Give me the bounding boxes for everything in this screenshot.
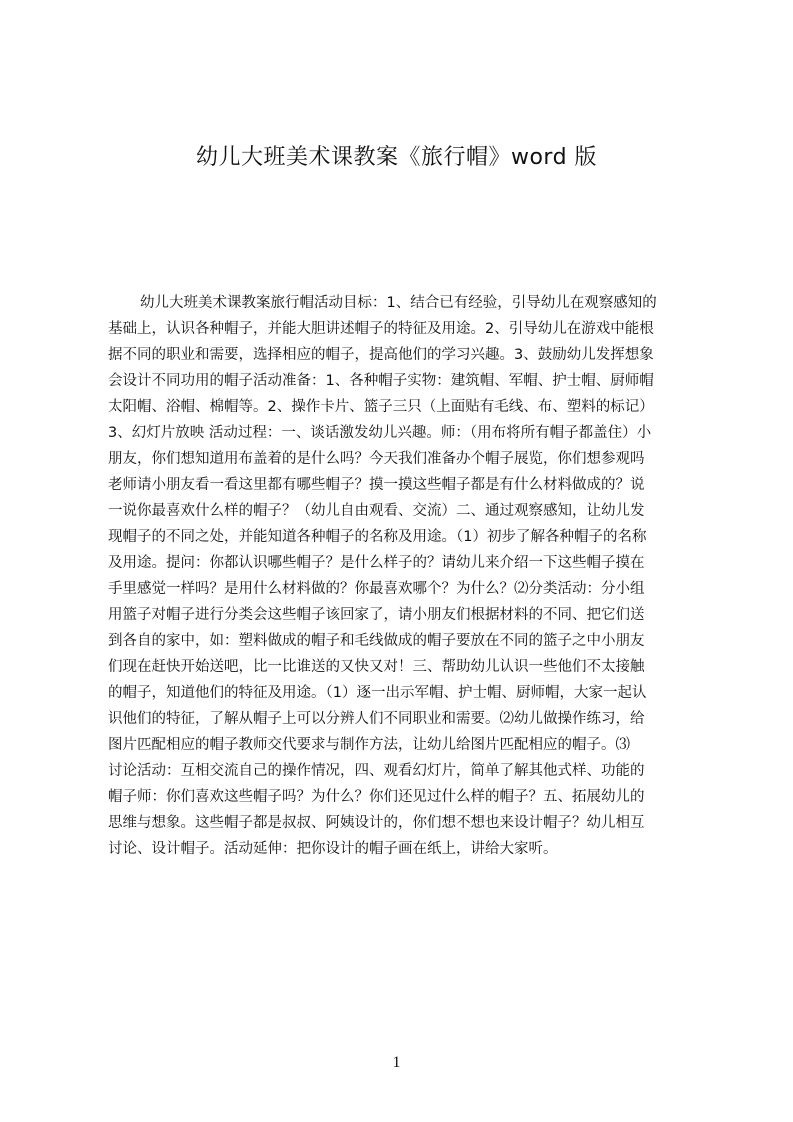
document-title: 幼儿大班美术课教案《旅行帽》word 版 (195, 145, 598, 170)
body-line: 会设计不同功用的帽子活动准备：1、各种帽子实物：建筑帽、军帽、护士帽、厨师帽 (108, 373, 654, 389)
body-line: 及用途。提问：你都认识哪些帽子？是什么样子的？请幼儿来介绍一下这些帽子摸在 (108, 555, 645, 571)
body-line: 3、幻灯片放映 活动过程：一、谈话激发幼儿兴趣。师：（用布将所有帽子都盖住）小 (108, 425, 652, 441)
body-line: 讨论活动：互相交流自己的操作情况，四、观看幻灯片，简单了解其他式样、功能的 (108, 763, 645, 779)
body-line: 幼儿大班美术课教案旅行帽活动目标：1、结合已有经验，引导幼儿在观察感知的 (140, 295, 657, 311)
body-line: 用篮子对帽子进行分类会这些帽子该回家了，请小朋友们根据材料的不同、把它们送 (108, 607, 645, 623)
body-line: 朋友，你们想知道用布盖着的是什么吗？今天我们准备办个帽子展览，你们想参观吗 (108, 451, 645, 467)
body-line: 图片匹配相应的帽子教师交代要求与制作方法，让幼儿给图片匹配相应的帽子。⑶ (108, 737, 630, 753)
body-line: 太阳帽、浴帽、棉帽等。2、操作卡片、篮子三只（上面贴有毛线、布、塑料的标记） (108, 399, 654, 415)
body-line: 到各自的家中，如：塑料做成的帽子和毛线做成的帽子要放在不同的篮子之中小朋友 (108, 633, 645, 649)
body-line: 识他们的特征，了解从帽子上可以分辨人们不同职业和需要。⑵幼儿做操作练习，给 (108, 711, 645, 727)
body-line: 一说你最喜欢什么样的帽子？（幼儿自由观看、交流）二、通过观察感知，让幼儿发 (108, 503, 645, 519)
page-number: 1 (392, 1054, 401, 1071)
body-line: 讨论、设计帽子。活动延伸：把你设计的帽子画在纸上，讲给大家听。 (108, 841, 558, 857)
body-line: 手里感觉一样吗？是用什么材料做的？你最喜欢哪个？为什么？⑵分类活动：分小组 (108, 581, 645, 597)
document-body (108, 290, 698, 890)
body-line: 思维与想象。这些帽子都是叔叔、阿姨设计的，你们想不想也来设计帽子？幼儿相互 (108, 815, 645, 831)
body-line: 帽子师：你们喜欢这些帽子吗？为什么？你们还见过什么样的帽子？五、拓展幼儿的 (108, 789, 645, 805)
body-line: 们现在赶快开始送吧，比一比谁送的又快又对！三、帮助幼儿认识一些他们不太接触 (108, 659, 645, 675)
body-line: 基础上，认识各种帽子，并能大胆讲述帽子的特征及用途。2、引导幼儿在游戏中能根 (108, 321, 654, 337)
body-line: 据不同的职业和需要，选择相应的帽子，提高他们的学习兴趣。3、鼓励幼儿发挥想象 (108, 347, 654, 363)
body-line: 老师请小朋友看一看这里都有哪些帽子？摸一摸这些帽子都是有什么材料做成的？说 (108, 477, 645, 493)
body-line: 现帽子的不同之处，并能知道各种帽子的名称及用途。（1）初步了解各种帽子的名称 (108, 529, 647, 545)
body-line: 的帽子，知道他们的特征及用途。（1）逐一出示军帽、护士帽、厨师帽，大家一起认 (108, 685, 647, 701)
